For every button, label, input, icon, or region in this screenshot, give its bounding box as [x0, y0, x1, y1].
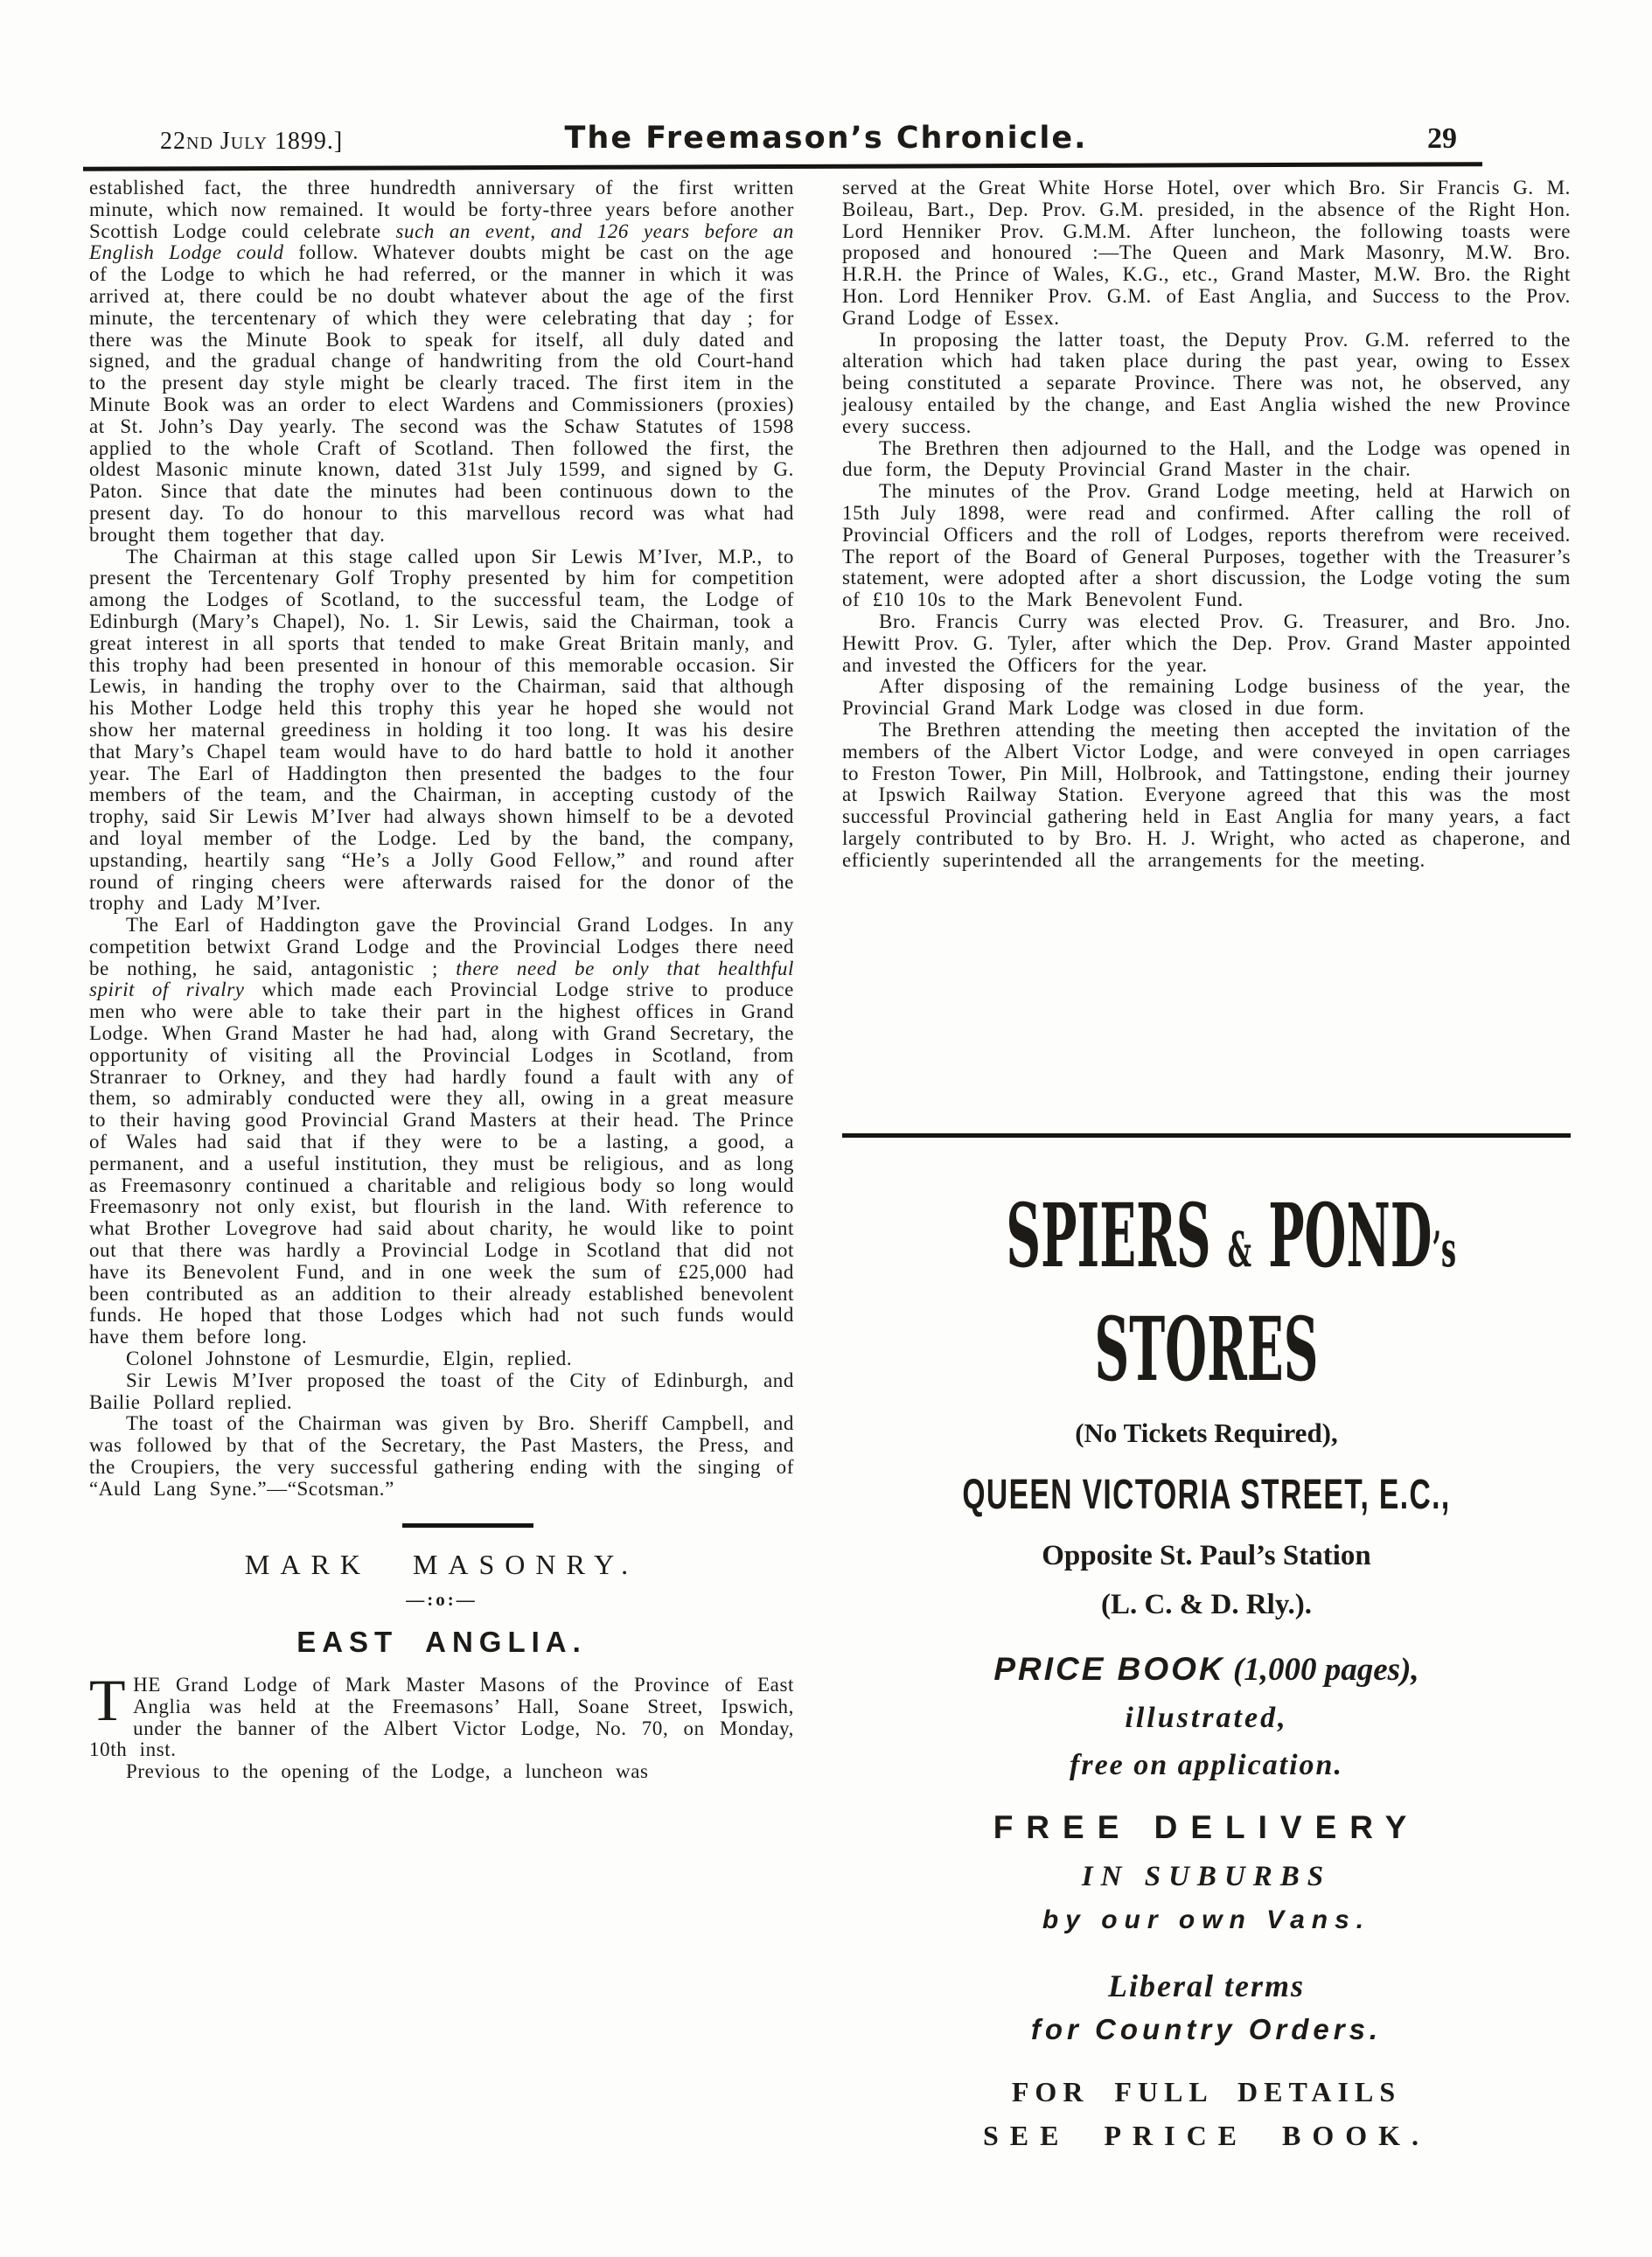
right-column	[842, 178, 1571, 872]
paragraph-text: The Brethren then adjourned to the Hall, and the Lodge was opened in due form, the Deputy Provincial Grand Master in the chair.	[842, 436, 1571, 481]
paragraph-text: such an event, and 126 years before an English Lodge could	[89, 219, 794, 264]
brand-word-1: SPIERS	[1006, 1184, 1211, 1287]
advert-price-book	[842, 1652, 1571, 1688]
article-paragraph	[842, 330, 1571, 438]
article-body-right	[842, 178, 1571, 872]
issue-date: 22nd July 1899.]	[160, 128, 344, 155]
paragraph-text: The Brethren attending the meeting then accepted the invitation of the members of the Albert Victor Lodge, and were conveyed in open carriages to Freston Tower, Pin Mill, Holbrook, and Tattingstone, ending their journey at Ipswich Railway Station. Everyone agreed that this was the most successful Provincial gathering held in East Anglia for many years, a fact largely contributed to by Bro. H. J. Wright, who acted as chaperone, and efficiently superintended all the arrangements for the meeting.	[842, 718, 1571, 871]
advert-no-tickets: (No Tickets Required),	[1075, 1418, 1338, 1448]
brand-word-2: POND	[1268, 1184, 1432, 1287]
paragraph-text: Colonel Johnstone of Lesmurdie, Elgin, replied.	[126, 1348, 573, 1370]
article-paragraph	[842, 481, 1571, 611]
paragraph-text: After disposing of the remaining Lodge business of the year, the Provincial Grand Mark Lodge was closed in due form.	[842, 675, 1571, 720]
paragraph-text: In proposing the latter toast, the Deputy Prov. G.M. referred to the alteration which had taken place during the past year, owing to Essex being constituted a separate Province. There was not, he observed, any jealousy entailed by the change, and East Anglia wished the new Province every success.	[842, 328, 1571, 437]
paragraph-text: The Earl of Haddington gave the Provincial Grand Lodges. In any competition betwixt Grand Lodge and the Provincial Lodges there need be nothing, he said, antagonistic ;	[89, 914, 794, 979]
advert-free-delivery: FREE DELIVERY	[993, 1809, 1420, 1845]
price-book-pages: (1,000 pages),	[1224, 1652, 1419, 1688]
paragraph-text: HE Grand Lodge of Mark Master Masons of the Province of East Anglia was held at the Freemasons’ Hall, Soane Street, Ipswich, under the banner of the Albert Victor Lodge, No. 70, on Monday, 10th inst.	[89, 1674, 794, 1761]
article-paragraph	[89, 1667, 794, 1761]
section-subheading: EAST ANGLIA.	[296, 1626, 587, 1659]
article-paragraph	[89, 1370, 794, 1414]
page-number: 29	[1427, 122, 1457, 155]
article-paragraph	[89, 915, 794, 1348]
section-divider-rule	[402, 1523, 533, 1528]
advert-address: QUEEN VICTORIA STREET, E.C.,	[962, 1472, 1451, 1518]
article-paragraph	[842, 438, 1571, 482]
advert-railway: (L. C. & D. Rly.).	[1100, 1589, 1313, 1620]
article-paragraph	[842, 611, 1571, 676]
article-paragraph	[842, 178, 1571, 330]
advert-see-price-book: SEE PRICE BOOK.	[982, 2120, 1431, 2151]
publication-title: The Freemason’s Chronicle.	[564, 121, 1088, 156]
advert-top-rule	[842, 1133, 1571, 1138]
article-paragraph	[89, 1348, 794, 1370]
paragraph-text: The Chairman at this stage called upon Sir Lewis M’Iver, M.P., to present the Tercentenary Golf Trophy presented by him for competition among the Lodges of Scotland, to the successful team, the Lodge of Edinburgh (Mary’s Chapel), No. 1. Sir Lewis, said the Chairman, took a great interest in all sports that tended to make Great Britain manly, and this trophy had been presented in honour of this memorable occasion. Sir Lewis, in handing the trophy over to the Chairman, said that although his Mother Lodge held this trophy this year he hoped she would not show her maternal greediness in holding it too long. It was his desire that Mary’s Chapel team would have to do hard battle to hold it another year. The Earl of Haddington then presented the badges to the four members of the team, and the Chairman, in accepting custody of the trophy, said Sir Lewis M’Iver had always shown himself to be a devoted and loyal member of the Lodge. Led by the band, the company, upstanding, heartily sang “He’s a Jolly Good Fellow,” and round after round of ringing cheers were afterwards raised for the donor of the trophy and Lady M’Iver.	[89, 545, 794, 915]
advert-in-suburbs: IN SUBURBS	[1081, 1861, 1332, 1892]
dropcap-letter: T	[89, 1667, 127, 1733]
section-ornament: —:o:—	[406, 1589, 477, 1611]
article-paragraph	[842, 720, 1571, 872]
advert-liberal-terms: Liberal terms	[1108, 1968, 1305, 2003]
advert-stores-line: STORES	[1094, 1298, 1319, 1401]
paragraph-text: Sir Lewis M’Iver proposed the toast of the City of Edinburgh, and Bailie Pollard replied.	[89, 1369, 794, 1413]
article-paragraph: Previous to the opening of the Lodge, a luncheon was	[126, 1760, 649, 1783]
paragraph-text: served at the Great White Horse Hotel, over which Bro. Sir Francis G. M. Boileau, Bart., Dep. Prov. G.M. presided, in the absence of the Right Hon. Lord Henniker Prov. G.M.M. After luncheon, the following toasts were proposed and honoured :—The Queen and Mark Masonry, M.W. Bro. H.R.H. the Prince of Wales, K.G., etc., Grand Master, M.W. Bro. the Right Hon. Lord Henniker Prov. G.M. of East Anglia, and Success to the Prov. Grand Lodge of Essex.	[842, 177, 1571, 329]
ampersand: &	[1227, 1221, 1252, 1278]
header-rule	[83, 162, 1482, 171]
article-paragraph	[89, 178, 794, 547]
paragraph-text: The toast of the Chairman was given by Bro. Sheriff Campbell, and was followed by that of the Secretary, the Past Masters, the Press, and the Croupiers, the very successful gathering ending with the singing of “Auld Lang Syne.”—“Scotsman.”	[89, 1412, 794, 1500]
advert-brand-line	[1006, 1184, 1457, 1293]
advertisement-spiers-pond	[842, 1133, 1571, 2151]
brand-possessive: ’s	[1432, 1221, 1457, 1278]
paragraph-text: follow. Whatever doubts might be cast on the age of the Lodge to which he had referred, or the manner in which it was arrived at, there could be no doubt whatever about the age of the first minute, the tercentenary of which they were celebrating that day ; for there was the Minute Book to speak for itself, all duly dated and signed, and the gradual change of handwriting from the old Court-hand to the present day style might be clearly traced. The first item in the Minute Book was an order to elect Wardens and Commissioners (proxies) at St. John’s Day yearly. The second was the Schaw Statutes of 1598 applied to the whole Craft of Scotland. Then followed the first, the oldest Masonic minute known, dated 31st July 1599, and signed by G. Paton. Since that date the minutes had been continuous down to the present day. To do honour to this marvellous record was what had brought them together that day.	[89, 241, 794, 546]
advert-country-orders: for Country Orders.	[1030, 2013, 1383, 2045]
article-body-left	[89, 178, 794, 1501]
price-book-label: PRICE BOOK	[993, 1651, 1225, 1687]
advert-opposite-station: Opposite St. Paul’s Station	[1042, 1540, 1371, 1571]
paragraph-text: established fact, the three hundredth anniversary of the first written minute, which now remained. It would be forty-three years before another Scottish Lodge could celebrate	[89, 177, 794, 242]
advert-illustrated: illustrated,	[1125, 1702, 1288, 1734]
left-column	[89, 178, 794, 1783]
paragraph-text: there need be only that healthful spirit of rivalry	[89, 957, 795, 1001]
article-paragraph	[842, 676, 1571, 720]
advert-free-application: free on application.	[1070, 1749, 1343, 1781]
advert-full-details: FOR FULL DETAILS	[1011, 2076, 1402, 2107]
section-heading: MARK MASONRY.	[244, 1548, 639, 1580]
paragraph-text: The minutes of the Prov. Grand Lodge meeting, held at Harwich on 15th July 1898, were read and confirmed. After calling the roll of Provincial Officers and the roll of Lodges, reports therefrom were received. The report of the Board of General Purposes, together with the Treasurer’s statement, were adopted after a short discussion, the Lodge voting the sum of £10 10s to the Mark Benevolent Fund.	[842, 480, 1571, 611]
article-paragraph	[89, 1413, 794, 1500]
article-paragraph	[89, 547, 794, 916]
paragraph-text: which made each Provincial Lodge strive to produce men who were able to take their part in the highest offices in Grand Lodge. When Grand Master he had had, along with Grand Secretary, the opportunity of visiting all the Provincial Lodges in Scotland, from Stranraer to Orkney, and they had hardly found a fault with any of them, so admirably conducted were they all, owing in a great measure to their having good Provincial Grand Masters at their head. The Prince of Wales had said that if they were to be a lasting, a good, a permanent, and a useful institution, they must be religious, and as long as Freemasonry continued a charitable and religious body so long would Freemasonry not only exist, but flourish in the land. With reference to what Brother Lovegrove had said about charity, he would like to point out that there was hardly a Provincial Lodge in Scotland that did not have its Benevolent Fund, and in one week the sum of £25,000 had been contributed as an addition to their already established benevolent funds. He hoped that those Lodges which had not such funds would have them before long.	[89, 979, 794, 1348]
advert-own-vans: by our own Vans.	[1042, 1905, 1371, 1934]
paragraph-text: Bro. Francis Curry was elected Prov. G. Treasurer, and Bro. Jno. Hewitt Prov. G. Tyler, after which the Dep. Prov. Grand Master appointed and invested the Officers for the year.	[842, 610, 1571, 676]
